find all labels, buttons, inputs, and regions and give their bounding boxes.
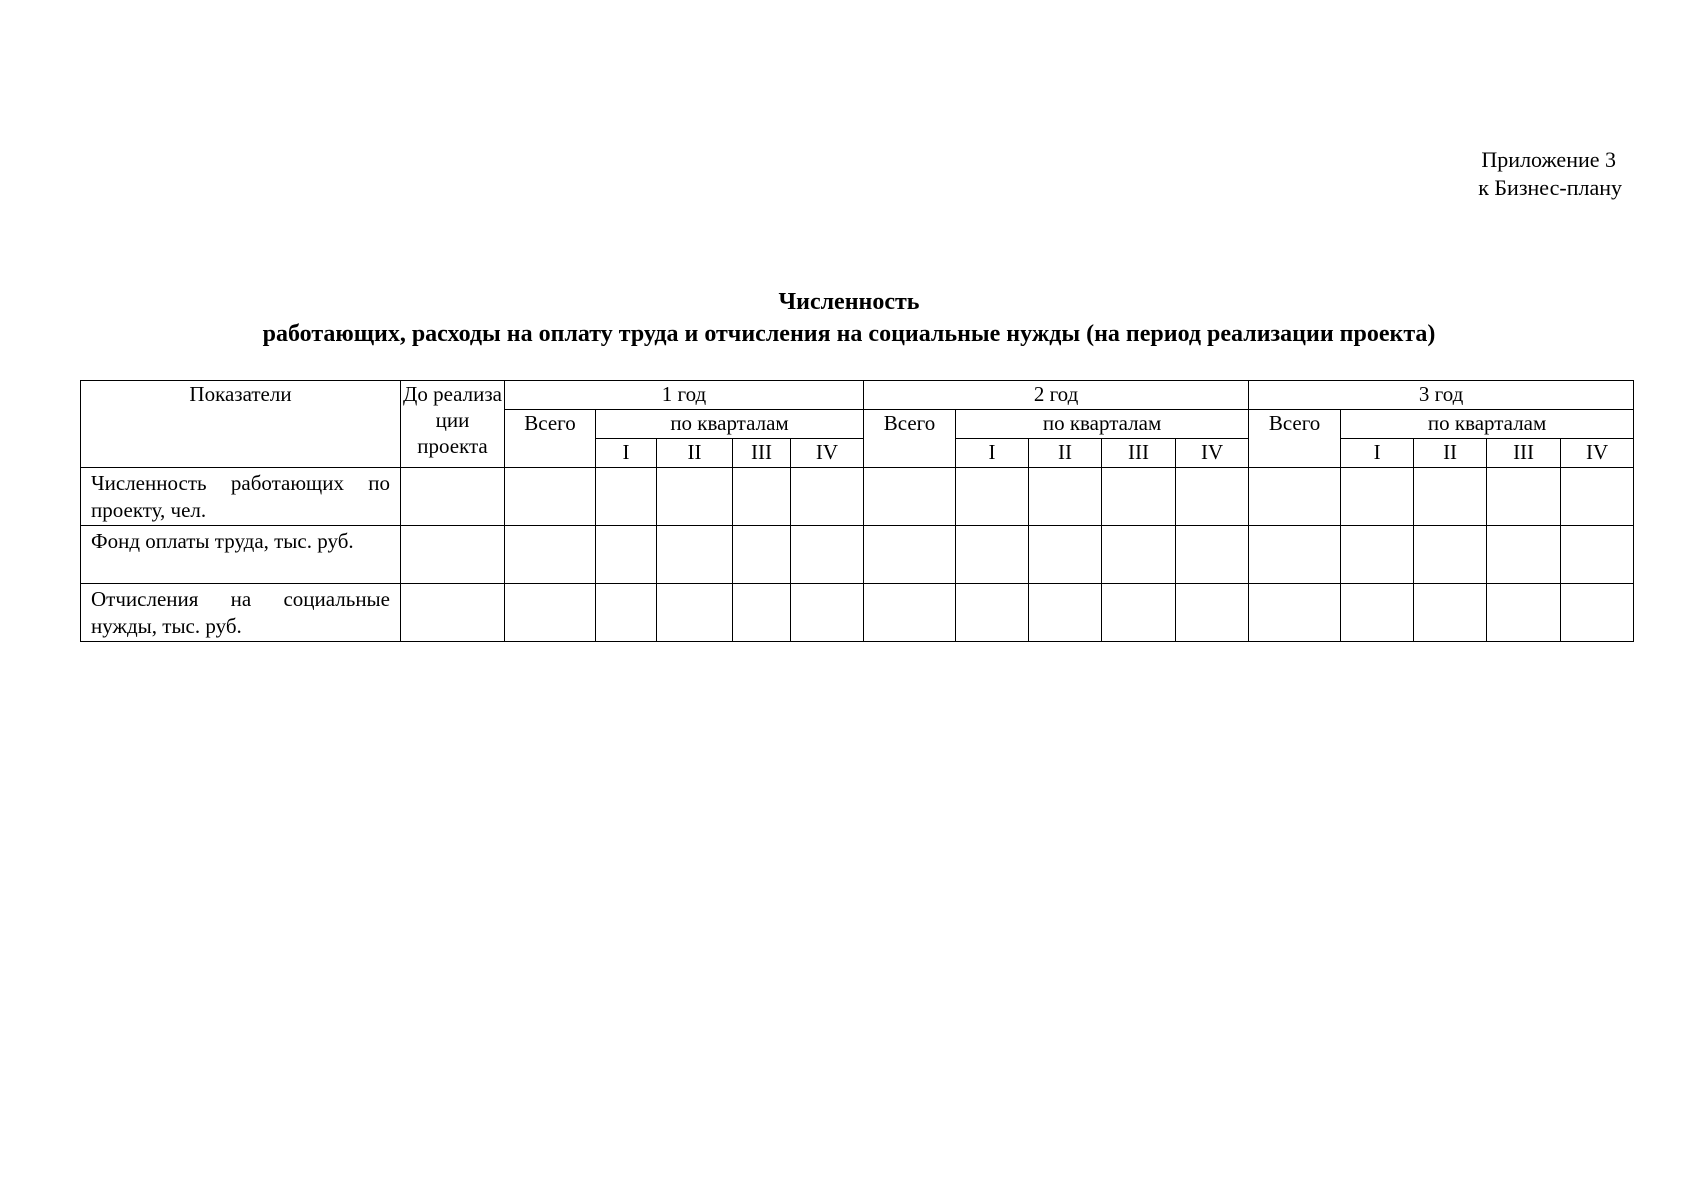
table-cell [505, 584, 596, 642]
table-cell [1341, 468, 1414, 526]
table-cell [791, 468, 864, 526]
y2-q1: I [956, 439, 1029, 468]
row-label-social-contributions: Отчисления на социальные нужды, тыс. руб. [81, 584, 401, 642]
appendix-line-1: Приложение 3 [1481, 147, 1616, 172]
table-cell [1414, 526, 1487, 584]
table-cell [1176, 468, 1249, 526]
table-cell [864, 584, 956, 642]
table-cell [956, 468, 1029, 526]
table-cell [1561, 526, 1634, 584]
table-cell [1029, 584, 1102, 642]
staff-costs-table [80, 380, 1634, 642]
header-indicators: Показатели [81, 381, 401, 468]
header-before-project: До реализа ции проекта [401, 381, 505, 468]
header-row-years [81, 381, 1634, 410]
table-cell [505, 468, 596, 526]
header-year-2-quarters: по кварталам [956, 410, 1249, 439]
document-title [0, 286, 1698, 350]
table-cell [401, 526, 505, 584]
table-cell [956, 584, 1029, 642]
table-cell [733, 468, 791, 526]
table-cell [1414, 584, 1487, 642]
title-line-1: Численность [778, 289, 920, 315]
table-cell [1029, 526, 1102, 584]
header-year-3: 3 год [1249, 381, 1634, 410]
table-cell [1561, 468, 1634, 526]
table-cell [1249, 526, 1341, 584]
table-cell [791, 526, 864, 584]
y3-q1: I [1341, 439, 1414, 468]
table-cell [1341, 584, 1414, 642]
y3-q3: III [1487, 439, 1561, 468]
table-cell [596, 584, 657, 642]
appendix-note [1322, 146, 1622, 202]
table-cell [596, 526, 657, 584]
table-cell [1487, 584, 1561, 642]
table-cell [505, 526, 596, 584]
table-cell [657, 526, 733, 584]
table-cell [1102, 526, 1176, 584]
table-cell [864, 526, 956, 584]
header-year-1-total: Всего [505, 410, 596, 468]
y1-q4: IV [791, 439, 864, 468]
table-row [81, 584, 1634, 642]
table-cell [733, 584, 791, 642]
table-cell [401, 584, 505, 642]
table-cell [1487, 526, 1561, 584]
table-cell [1249, 468, 1341, 526]
y1-q3: III [733, 439, 791, 468]
table-cell [864, 468, 956, 526]
y1-q2: II [657, 439, 733, 468]
table-cell [1487, 468, 1561, 526]
y3-q2: II [1414, 439, 1487, 468]
header-year-1-quarters: по кварталам [596, 410, 864, 439]
y2-q2: II [1029, 439, 1102, 468]
table-cell [1176, 526, 1249, 584]
row-label-payroll: Фонд оплаты труда, тыс. руб. [81, 526, 401, 584]
table-cell [1102, 584, 1176, 642]
table-cell [1176, 584, 1249, 642]
table-cell [401, 468, 505, 526]
appendix-line-2: к Бизнес-плану [1478, 175, 1622, 200]
row-label-headcount: Численность работающих по проекту, чел. [81, 468, 401, 526]
title-line-2: работающих, расходы на оплату труда и отчисления на социальные нужды (на период реализации проекта) [262, 321, 1436, 347]
table-cell [1249, 584, 1341, 642]
y2-q3: III [1102, 439, 1176, 468]
table-cell [596, 468, 657, 526]
table-cell [1029, 468, 1102, 526]
table-cell [1414, 468, 1487, 526]
table-cell [1341, 526, 1414, 584]
table-cell [1102, 468, 1176, 526]
header-year-2-total: Всего [864, 410, 956, 468]
y2-q4: IV [1176, 439, 1249, 468]
table-cell [956, 526, 1029, 584]
table-cell [733, 526, 791, 584]
table-row [81, 526, 1634, 584]
table-cell [657, 584, 733, 642]
table-row [81, 468, 1634, 526]
header-year-2: 2 год [864, 381, 1249, 410]
header-year-3-quarters: по кварталам [1341, 410, 1634, 439]
header-year-3-total: Всего [1249, 410, 1341, 468]
header-year-1: 1 год [505, 381, 864, 410]
table-cell [791, 584, 864, 642]
y1-q1: I [596, 439, 657, 468]
table-cell [657, 468, 733, 526]
table-cell [1561, 584, 1634, 642]
y3-q4: IV [1561, 439, 1634, 468]
